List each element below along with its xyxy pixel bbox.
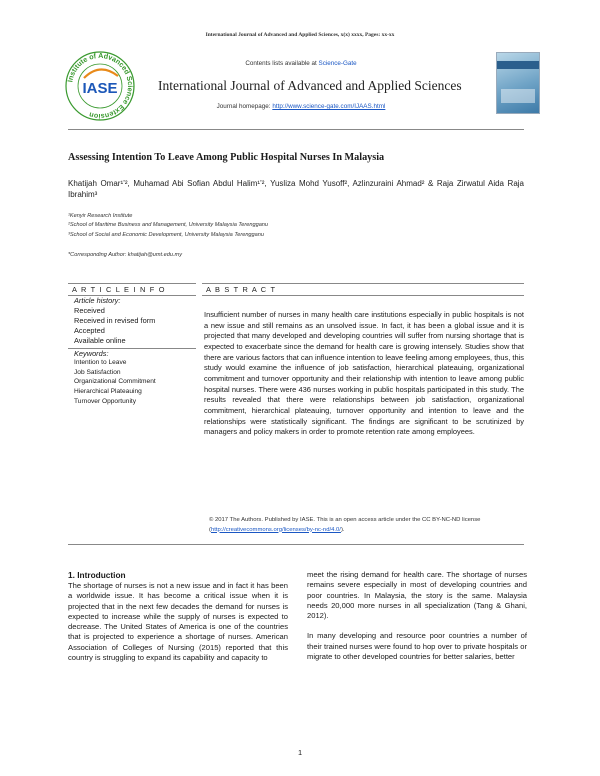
history-item: Received in revised form bbox=[74, 315, 156, 325]
homepage-line bbox=[62, 103, 540, 110]
author-list: Khatijah Omar¹’², Muhamad Abi Sofian Abdul Halim¹’², Yusliza Mohd Yusoff², Azlinzuraini Ahmad² & Raja Zirwatul Aida Raja Ibrahim³ bbox=[68, 179, 524, 199]
header-divider bbox=[68, 129, 524, 130]
abstract bbox=[202, 283, 524, 438]
masthead bbox=[62, 46, 540, 122]
keyword-item: Organizational Commitment bbox=[74, 378, 156, 386]
license-suffix: ). bbox=[340, 526, 345, 533]
page-number: 1 bbox=[297, 748, 303, 757]
history-label: Article history: bbox=[74, 296, 121, 305]
section-heading: 1. Introduction bbox=[68, 570, 126, 580]
body-column-right bbox=[307, 570, 527, 662]
contents-line bbox=[62, 60, 540, 67]
logo-mark-text: IASE bbox=[82, 80, 118, 97]
contents-prefix: Contents lists available at bbox=[245, 60, 319, 67]
body-paragraph: meet the rising demand for health care. The shortage of nurses remains severe especially in most of developing countries and poor countries. In Malaysia, the story is the same. Malaysia needs 20,000 more nurses in all specialization (Tang & Ghani, 2012). bbox=[307, 570, 527, 621]
section-divider bbox=[68, 544, 524, 545]
keywords-label: Keywords: bbox=[74, 348, 109, 358]
affiliation-1: ¹Kenyir Research Institute bbox=[68, 213, 133, 219]
license-notice bbox=[209, 516, 521, 535]
affiliation-2: ²School of Maritime Business and Management, University Malaysia Terengganu bbox=[68, 222, 269, 229]
abstract-text: Insufficient number of nurses in many health care institutions especially in public hospitals is not a new issue and still remains as an unsolved issue. In fact, it has been a global issue and it is projected that many developed and developing countries will suffer from nursing shortage that is expected to exacerbate since the demand for health care is growing intensely. Studies show that there are various factors that can influence intention to leave feeling among employees, thus, this study would examine the influence of job satisfaction, hierarchical plateauing, organizational commitment and turnover opportunity and their relationship with intention to leave among public hospital nurses. There were 436 nurses working in public hospitals participated in this study. The results revealed that there were relationships between job satisfaction, organizational commitment, hierarchical plateauing, turnover opportunity and intention to leave and the relationships were statistically significant. The findings are significant to be scrutinized by managers and policy makers in order to promote retention rate among employees. bbox=[204, 310, 524, 437]
homepage-link[interactable]: http://www.science-gate.com/IJAAS.html bbox=[272, 103, 386, 110]
article-info bbox=[68, 283, 196, 406]
body-paragraph: The shortage of nurses is not a new issue and in fact it has been a worldwide issue. It has become a critical issue when it is projected that in the next few decades the demand for nurses is expected to increase while the supply of nurses is expected to decrease. The United States of America is one of the countries that is projected to experience a shortage of nurses. American Association of Colleges of Nursing (2015) reported that this country is struggling to expand its capability and capacity to bbox=[68, 581, 288, 663]
license-prefix: © 2017 The Authors. Published by IASE. This is an open access article under the CC BY-NC-ND license ( bbox=[209, 517, 481, 533]
cover-panel bbox=[501, 89, 535, 103]
history-item: Received bbox=[74, 305, 105, 315]
keyword-item: Intention to Leave bbox=[74, 359, 127, 367]
body-column-left bbox=[68, 570, 288, 663]
science-gate-link[interactable]: Science-Gate bbox=[318, 60, 357, 67]
paper-title: Assessing Intention To Leave Among Public Hospital Nurses In Malaysia bbox=[68, 152, 385, 163]
license-link[interactable]: http://creativecommons.org/licenses/by-nc-nd/4.0/ bbox=[210, 526, 341, 533]
keyword-item: Job Satisfaction bbox=[74, 368, 121, 376]
affiliation-3: ³School of Social and Economic Development, University Malaysia Terengganu bbox=[68, 231, 264, 238]
abstract-heading: A B S T R A C T bbox=[202, 283, 524, 296]
keywords-box bbox=[68, 348, 196, 406]
corresponding-author: *Corresponding Author: khatijah@umt.edu.my bbox=[68, 252, 182, 258]
logo-ring-text: Institute of Advanced Science Extension bbox=[65, 50, 136, 122]
running-head: International Journal of Advanced and Applied Sciences, x(x) xxxx, Pages: xx-xx bbox=[205, 32, 395, 38]
journal-title: International Journal of Advanced and Applied Sciences bbox=[158, 78, 462, 93]
body-paragraph: In many developing and resource poor countries a number of their trained nurses were found to hop over to private hospitals or migrate to other developed countries for better salaries, better bbox=[307, 631, 527, 662]
affiliations bbox=[68, 212, 524, 240]
keyword-item: Hierarchical Plateauing bbox=[74, 387, 142, 395]
cover-band bbox=[497, 61, 539, 69]
homepage-prefix: Journal homepage: bbox=[216, 103, 273, 110]
article-info-heading: A R T I C L E I N F O bbox=[68, 283, 196, 296]
keyword-item: Turnover Opportunity bbox=[74, 397, 137, 405]
journal-cover-image bbox=[496, 52, 540, 114]
history-item: Accepted bbox=[74, 326, 105, 336]
history-item: Available online bbox=[74, 336, 126, 346]
